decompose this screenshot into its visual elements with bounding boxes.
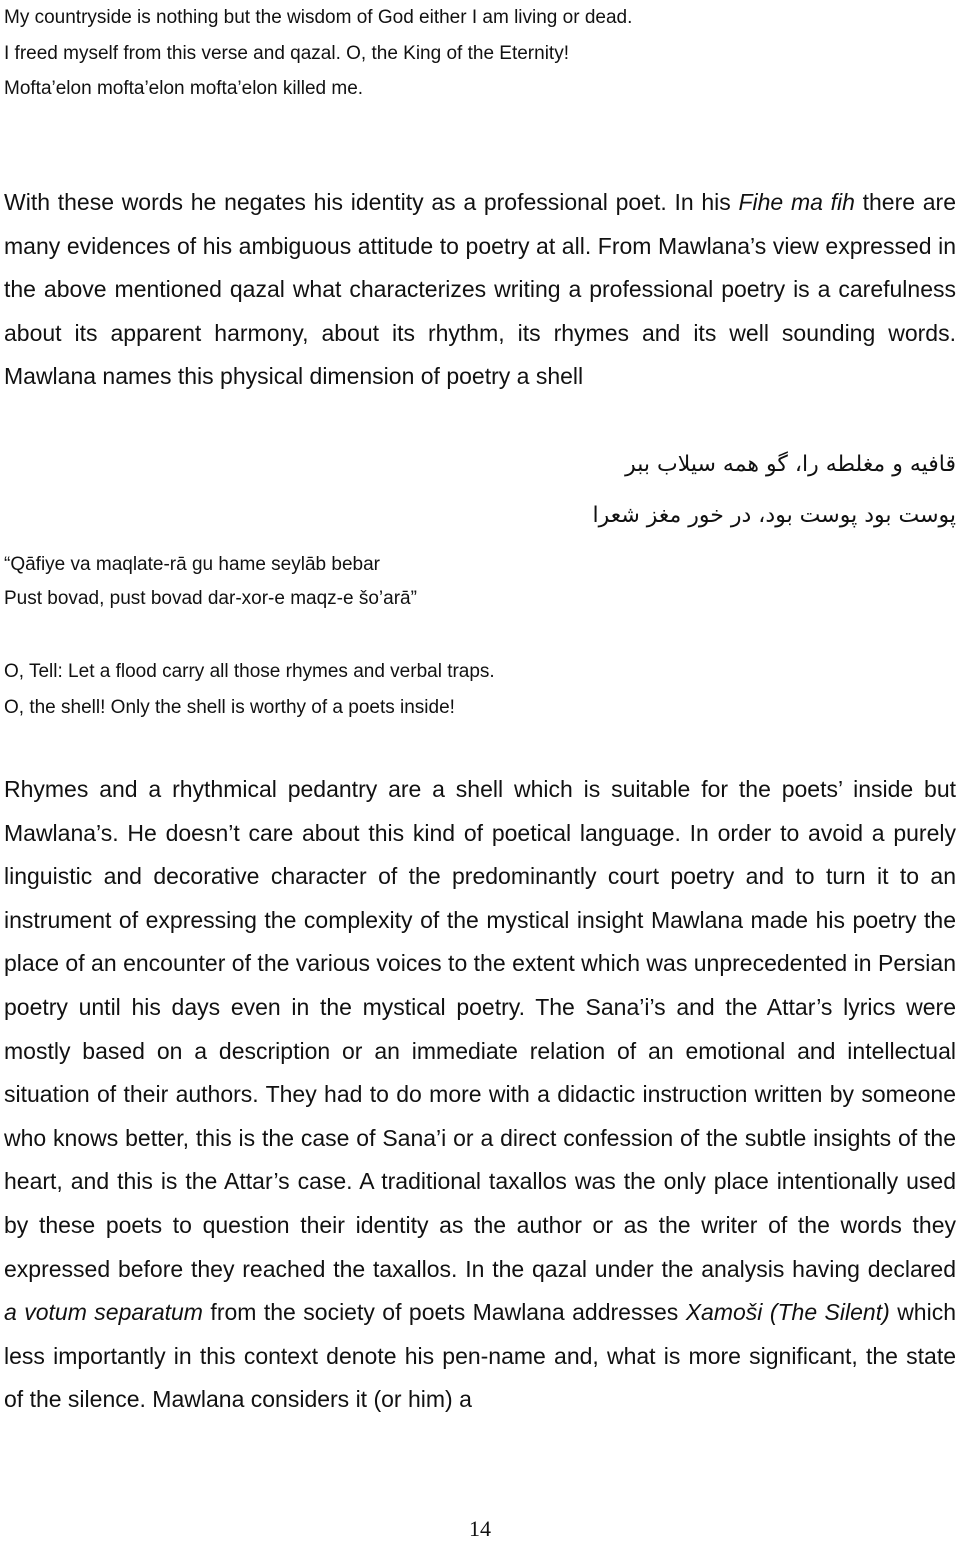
transliteration-block (4, 548, 417, 616)
verse-line: I freed myself from this verse and qazal. O, the King of the Eternity! (4, 42, 569, 64)
persian-verse-line: قافیه و مغلطه را، گو همه سیلاب ببر (625, 452, 956, 477)
verse-translation-top (4, 0, 944, 107)
paragraph-text: With these words he negates his identity as a professional poet. In his (4, 189, 739, 215)
translation-line: O, Tell: Let a flood carry all those rhymes and verbal traps. (4, 661, 495, 682)
italic-title: Fihe ma fih (738, 189, 855, 215)
paragraph-text: Rhymes and a rhythmical pedantry are a shell which is suitable for the poets’ inside but Mawlana’s. He doesn’t care about this kind of poetical language. In order to avoid a purely linguistic and decorative character of the predominantly court poetry and to turn it to an instrument of expressing the complexity of the mystical insight Mawlana made his poetry the place of an encounter of the various voices to the extent which was unprecedented in Persian poetry until his days even in the mystical poetry. The Sana’i’s and the Attar’s lyrics were mostly based on a description or an immediate relation of an emotional and intellectual situation of their authors. They had to do more with a didactic instruction written by someone who knows better, this is the case of Sana’i or a direct confession of the subtle insights of the heart, and this is the Attar’s case. A traditional taxallos was the only place intentionally used by these poets to question their identity as the author or as the writer of the words they expressed before they reached the taxallos. In the qazal under the analysis having declared (4, 776, 956, 1282)
translation-line: O, the shell! Only the shell is worthy of a poets inside! (4, 697, 455, 718)
page-number: 14 (469, 1516, 491, 1541)
paragraph-text: from the society of poets Mawlana addresses (202, 1299, 686, 1326)
persian-verse-line: پوست بود پوست بود، در خور مغز شعرا (592, 503, 956, 528)
transliteration-line: Pust bovad, pust bovad dar-xor-e maqz-e šo’arā” (4, 588, 417, 609)
verse-line: Mofta’elon mofta’elon mofta’elon killed me. (4, 78, 364, 99)
translation-block (4, 654, 495, 726)
body-paragraph (4, 181, 956, 399)
verse-line: My countryside is nothing but the wisdom of God either I am living or dead. (4, 7, 633, 28)
paragraph-text: there are many evidences of his ambiguous attitude to poetry at all. From Mawlana’s view expressed in the above mentioned qazal what characterizes writing a professional poetry is a carefulness about its apparent harmony, about its rhythm, its rhymes and its well sounding words. Mawlana names this physical dimension of poetry a shell (4, 189, 957, 390)
paragraph-text: which less importantly in this context denote his pen-name and, what is more significant, the state of the silence. Mawlana considers it (or him) a (4, 1299, 956, 1413)
transliteration-line: “Qāfiye va maqlate-rā gu hame seylāb bebar (4, 554, 380, 575)
body-paragraph (4, 768, 956, 1422)
italic-phrase: Xamoši (The Silent) (685, 1299, 890, 1326)
italic-phrase: a votum separatum (4, 1299, 203, 1326)
